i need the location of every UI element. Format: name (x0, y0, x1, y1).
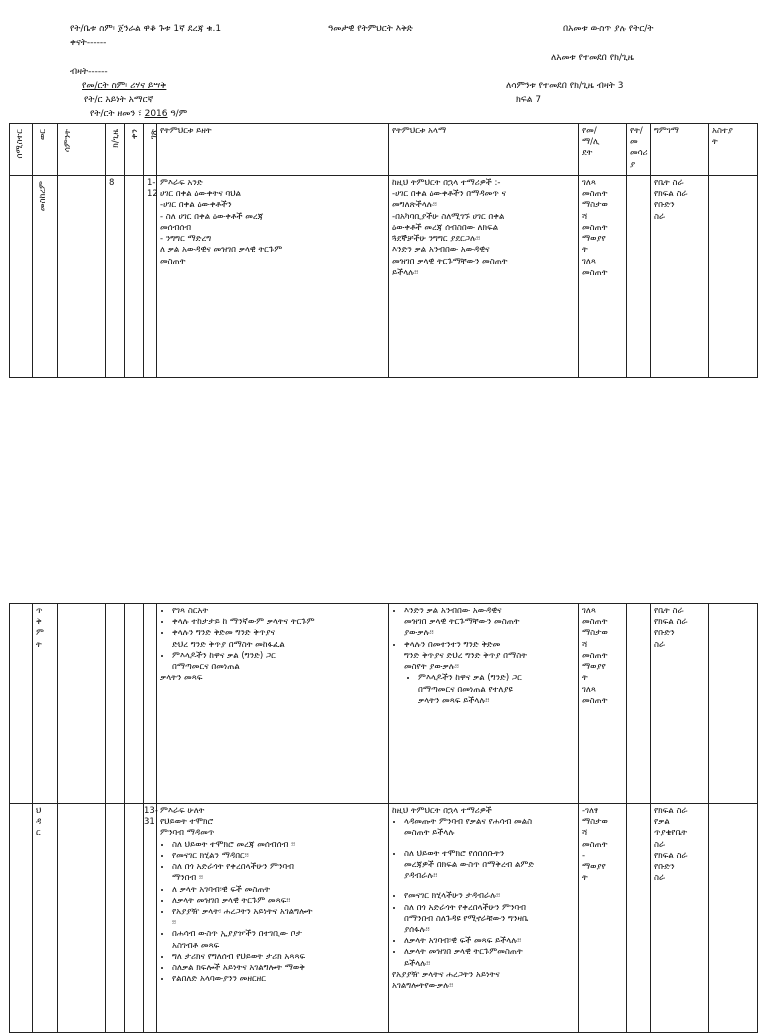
col-month: ወር (38, 129, 48, 141)
activity-bullet: • የመናገር ክሂላችሁን ታዳብራሉ፡፡ (404, 891, 575, 902)
table-row (10, 804, 758, 1033)
row-assessment: የክፍል ስራ የቃል ጥያቄየቤት ስራ የክፍል ስራ የቡድን ስራ (651, 804, 709, 1033)
content-bullet: • ምእላዶችን ከዋና ቃል (ግንድ) ጋር በማጣመርና በመነጠል (172, 651, 385, 673)
activity-bullet: • ለቃላት አገባብ፡ዊ ፍች መጻፍ ይችላሉ፡፡ (404, 936, 575, 947)
activity-line: እንድን ቃል አንብበው አውዳዊና (392, 245, 490, 256)
row-month: መስከረም (38, 181, 48, 212)
row-content (157, 804, 389, 1033)
activity-line: መዝገበ ቃላዊ ትርጉማቸውን መስጠት (392, 256, 508, 267)
activity-bullet: • እንድን ቃል አንብበው አውዳዊና መዝገበ ቃላዊ ትርጉማቸውን መስጠት ያውቃሉ፡፡ (404, 606, 575, 640)
row-month: ጥ ቅ ም ት (33, 604, 58, 804)
activity-bullet: • ስለ በጎ አድራጎት የቀረበላችሁን ምንባብ በማንበብ ስለጉዳዩ የሚኖራቹውን ግንዛቤ ያሰፋሉ፡፡ (404, 903, 575, 937)
activity-bullet: • ስለ ህይወት ተሞክሮ የሰበሰቡትን መረጃዎች በክፍል ውስጥ በማቅረብ ልምድ ያዳብራሉ፡፡ (404, 849, 575, 883)
row-content (157, 176, 389, 378)
content-bullet: • ስለቃል ክፍሎች አይነትና አገልግሎት ማወቅ (172, 963, 385, 974)
content-line: -ሀገር በቀል ዕውቀቶችን (160, 200, 232, 211)
content-bullet: • ለ ቃላት አገባብ፡ዊ ፍች መስጠት (172, 885, 385, 896)
activity-tail: የአያያዥ ቃላትና ሐረጋትን አይነትና አገልግሎትየውቃሉ፡፡ (392, 969, 500, 992)
periods-in-year-label: ለአመቱ የተመደበ የክ/ጊዜ (551, 53, 634, 63)
activity-line: ይችላሉ፡፡ (392, 267, 419, 278)
content-line: ቃላትን መጻፍ (160, 673, 203, 684)
content-bullet: • ግለ ታሪክና የግለሰብ የህይወት ታሪክ አጻጻፍ (172, 952, 385, 963)
col-method: የመ/ ማ/ሊ ደት (579, 124, 627, 176)
plan-title: ዓመታዊ የትምህርት እቅድ (328, 24, 413, 34)
content-bullet: • የመናገር ክሂልን ማዳበር፡፡ (172, 851, 385, 862)
row-activities (389, 604, 579, 804)
row-activities (389, 176, 579, 378)
lesson-plan-table-2 (9, 603, 758, 1033)
col-content: የትምህርቱ ይዘት (157, 124, 389, 176)
row-activities (389, 804, 579, 1033)
content-line: ለ ቃል አውዳዊና መዝገበ ቃላዊ ትርጉም (160, 245, 283, 256)
academic-year (90, 109, 187, 121)
col-week: ሳምንት (63, 129, 73, 153)
row-page: 1-12 (144, 176, 157, 378)
content-line: ምእራፍ አንድ (160, 178, 203, 188)
weekly-periods: ለሳምንቱ የተመደበ የክ/ጊዜ ብዛት 3 (506, 81, 624, 91)
col-activities: የትምህርቱ አላማ (389, 124, 579, 176)
col-semester: ሰሚስተር (15, 129, 25, 159)
activity-bullet: • ላዳመጡት ምንባብ የቃልና የሐሳብ መልስ መስጠት ይችላሉ (404, 817, 575, 839)
school-name: የት/ቤቱ ስም፡ ጀንራል ዋቆ ጉቱ 1ኛ ደረጃ ቁ.1 (70, 24, 222, 34)
content-line: - ስለ ሀገር በቀል ዕውቀቶች መረጃ (160, 211, 264, 222)
grade-label: ክፍል 7 (516, 95, 542, 105)
row-method: ገለጻ መስጠት ማስታወ ሻ መስጠት ማወያየ ት ገለጻ መስጠት (579, 604, 627, 804)
row-period: 8 (106, 176, 125, 378)
subject-name: የት/ር አይነት አማርኛ (84, 95, 154, 105)
content-head: ምእራፍ ሁለት የህይወት ተሞክሮ ምንባብ ማዳመጥ (160, 806, 215, 839)
col-remark: አስተያ ት (709, 124, 758, 176)
col-material: የት/ መ መሳሪ ያ (627, 124, 651, 176)
activity-sub-bullet: • ምእላዶችን ከዋና ቃል (ግንድ) ጋር በማጣመርና በመነጠል የተለያዩ ቃላትን መጻፍ ይችላሉ፡፡ (418, 673, 575, 707)
year-suffix: ዓ/ም (170, 109, 188, 119)
table-header-row (10, 124, 758, 176)
days-in-year-label: በአመቱ ውስጥ ያሉ የትር/ት (563, 24, 654, 34)
table-row (10, 176, 758, 378)
activity-line: -ሀገር በቀል ዕውቀቶችን በማዳመጥ ና (392, 189, 507, 200)
content-bullet: • ስለ ህይወት ተሞክሮ መረጃ መሰብሰብ ፡፡ (172, 840, 385, 851)
row-page: 13-31 (144, 804, 157, 1033)
content-bullet: • የአያያዥ ቃላት፡ ሐረጋትን አይነትና አገልግሎት ፡፡ (172, 907, 385, 929)
content-line: - ንግግር ማድረግ (160, 234, 212, 245)
content-bullet: • የልበለድ አላባውያንን መዘርዘር (172, 974, 385, 985)
col-page: ገጽ (149, 129, 159, 140)
content-line: መሰብሰብ (160, 222, 192, 233)
lesson-plan-table-1 (9, 123, 758, 378)
days-count: ቀናት------ (70, 38, 107, 48)
activity-line: መግለጽችላሉ፡፡ (392, 200, 437, 211)
table-row (10, 604, 758, 804)
col-day: ቀን (130, 129, 140, 140)
activity-line: ከዚህ ትምህርት በኋላ ተማሪዎች :- (392, 178, 501, 188)
col-period: ክ/ጊዜ (111, 129, 121, 148)
row-content (157, 604, 389, 804)
row-month: ህ ዳ ር (33, 804, 58, 1033)
periods-count: ብዛት------ (70, 67, 108, 77)
content-bullet: • የገጻ ስርአት (172, 606, 385, 617)
content-bullet: • ስለ በጎ አድራጎት የቀረበላችሁን ምንባብ ማንበብ ፡፡ (172, 862, 385, 884)
year-number: 2016 (144, 109, 168, 119)
teacher-name: የመ/ርት ስም፡ ሪሃና ይሣቅ (82, 81, 167, 91)
content-line: ሀገር በቀል ዕውቀትና ባህል (160, 189, 242, 200)
col-assessment: ግምገማ (651, 124, 709, 176)
activity-line: -በአካባቢያችሁ ስለሚገኙ ሀገር በቀል (392, 211, 505, 222)
activity-head: ከዚህ ትምህርት በኋላ ተማሪዎች (392, 806, 492, 816)
activity-bullet: • ለቃላት መዝገበ ቃላዊ ትርጉምመስጠት ይችላሉ፡፡ (404, 947, 575, 969)
row-method: ገለጻ መስጠት ማስታወ ሻ መስጠት ማወያየ ት ገለጻ መስጠት (579, 176, 627, 378)
activity-line: ዕውቀቶች መረጃ ሰብስበው ለክፍል (392, 222, 499, 233)
row-assessment: የቤት ስራ የክፍል ስራ የቡድን ስራ (651, 176, 709, 378)
content-bullet: • ቀላሉን ግንድ ቅድመ ግንድ ቅጥያና ድህረ ግንድ ቅጥያ በማስት መከፋፈል (172, 628, 385, 650)
content-bullet: • ቀላሉ ተከታታይ ከ ማንኛውም ቃላትና ትርጉም (172, 617, 385, 628)
content-bullet: • በሐሳብ ውስጥ ኢያያዦችን በተገቢው ቦታ አስገብቶ መጻፍ (172, 929, 385, 951)
activity-bullet: • ቀላሉን በመተንተን ግንድ ቅድመ ግንድ ቅጥያና ድህረ ግንድ ቅጥያ በማስት መስየት ያውቃሉ፡፡ (404, 640, 575, 674)
row-method: -ገለፃ ማስታወ ሻ መስጠት - ማወያየ ት (579, 804, 627, 1033)
content-line: መስጠት (160, 256, 186, 267)
row-assessment: የቤት ስራ የክፍል ስራ የቡድን ስራ (651, 604, 709, 804)
year-prefix: የት/ርት ዘመን ፣ (90, 109, 142, 119)
activity-line: ጓደኞቻችሁ ንግግር ያደርጋሉ፡፡ (392, 234, 481, 245)
content-bullet: • ለቃላት መዝገበ ቃላዊ ትርጉም መጻፍ፡፡ (172, 896, 385, 907)
